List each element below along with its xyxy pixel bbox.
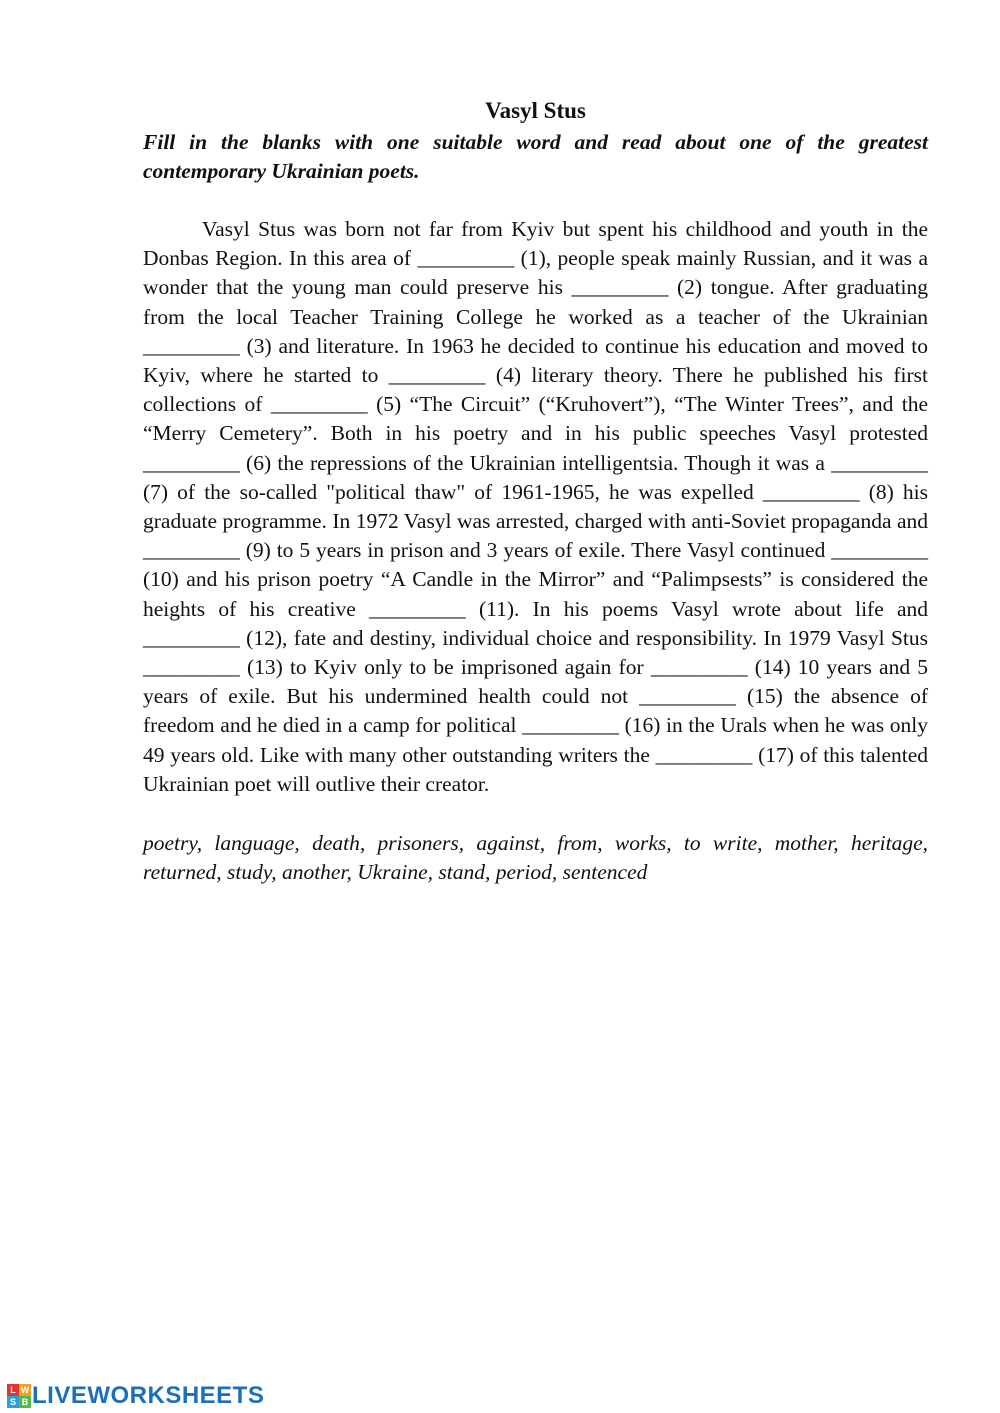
page-title: Vasyl Stus	[485, 98, 586, 123]
blank-16[interactable]: _________	[522, 713, 619, 738]
blank-11[interactable]: _________	[369, 596, 466, 621]
instructions: Fill in the blanks with one suitable word and read about one of the greatest contemporary Ukrainian poets.	[143, 130, 928, 183]
logo-mark-letter: B	[19, 1396, 31, 1408]
passage-segment: (2) tongue. After graduating from the local Teacher Training College he worked as a teacher of the Ukrainian	[143, 275, 929, 329]
passage-segment: (9) to 5 years in prison and 3 years of exile. There Vasyl continued	[245, 538, 826, 563]
passage	[143, 215, 928, 799]
blank-1[interactable]: _________	[417, 246, 515, 271]
passage-segment: (6) the repressions of the Ukrainian intelligentsia. Though it was a	[246, 450, 825, 475]
passage-segment: (17) of this talented Ukrainian poet will outlive their creator.	[143, 742, 929, 796]
passage-segment: (3) and literature. In 1963 he decided to continue his education and moved to Kyiv, where he started to	[143, 333, 929, 388]
passage-segment: (5) “The Circuit” (“Kruhovert”), “The Winter Trees”, and the “Merry Cemetery”. Both in his poetry and in his public speeches Vasyl protested	[143, 392, 929, 446]
passage-segment: (1), people speak mainly Russian, and it was a wonder that the young man could preserve his	[143, 246, 929, 300]
passage-segment: (12), fate and destiny, individual choice and responsibility. In 1979 Vasyl Stus	[246, 625, 929, 650]
liveworksheets-logo[interactable]	[7, 1381, 264, 1411]
passage-segment: (14) 10 years and 5 years of exile. But his undermined health could not	[143, 655, 929, 709]
logo-mark-letter: W	[20, 1385, 30, 1395]
passage-segment: (16) in the Urals when he was only 49 years old. Like with many other outstanding writers the	[143, 713, 929, 767]
blank-8[interactable]: _________	[762, 479, 860, 504]
passage-segment: (4) literary theory. There he published his first collections of	[143, 363, 929, 417]
blank-4[interactable]: _________	[388, 363, 486, 388]
blank-15[interactable]: _________	[639, 684, 736, 709]
blank-5[interactable]: _________	[270, 392, 368, 417]
logo-mark-icon	[7, 1384, 31, 1408]
passage-segment: (11). In his poems Vasyl wrote about life and	[478, 596, 929, 621]
passage-segment: (13) to Kyiv only to be imprisoned again for	[246, 655, 644, 680]
blank-13[interactable]: _________	[143, 655, 240, 680]
passage-segment: Vasyl Stus was born not far from Kyiv but spent his childhood and youth in the Donbas Region. In this area of	[143, 217, 928, 271]
blank-3[interactable]: _________	[143, 333, 240, 358]
passage-segment: (10) and his prison poetry “A Candle in the Mirror” and “Palimpsests” is considered the heights of his creative	[143, 567, 928, 621]
passage-segment: (8) his graduate programme. In 1972 Vasyl was arrested, charged with anti-Soviet propaganda and	[143, 479, 928, 534]
blank-17[interactable]: _________	[655, 742, 753, 767]
passage-segment: (7) of the so-called "political thaw" of 1961-1965, he was expelled	[143, 479, 754, 504]
logo-mark-letter: L	[7, 1384, 19, 1396]
blank-2[interactable]: _________	[571, 275, 669, 300]
blank-6[interactable]: _________	[143, 450, 240, 475]
word-bank: poetry, language, death, prisoners, against, from, works, to write, mother, heritage, returned, study, another, Ukraine, stand, period, sentenced	[143, 831, 928, 885]
passage-segment: (15) the absence of freedom and he died in a camp for political	[143, 684, 929, 738]
blank-7[interactable]: _________	[831, 450, 929, 475]
logo-text: LIVEWORKSHEETS	[32, 1382, 265, 1409]
logo-mark-letter: S	[7, 1396, 19, 1408]
blank-12[interactable]: _________	[143, 625, 240, 650]
worksheet-page	[143, 96, 928, 887]
blank-9[interactable]: _________	[143, 538, 240, 563]
blank-10[interactable]: _________	[831, 538, 929, 563]
blank-14[interactable]: _________	[650, 655, 748, 680]
